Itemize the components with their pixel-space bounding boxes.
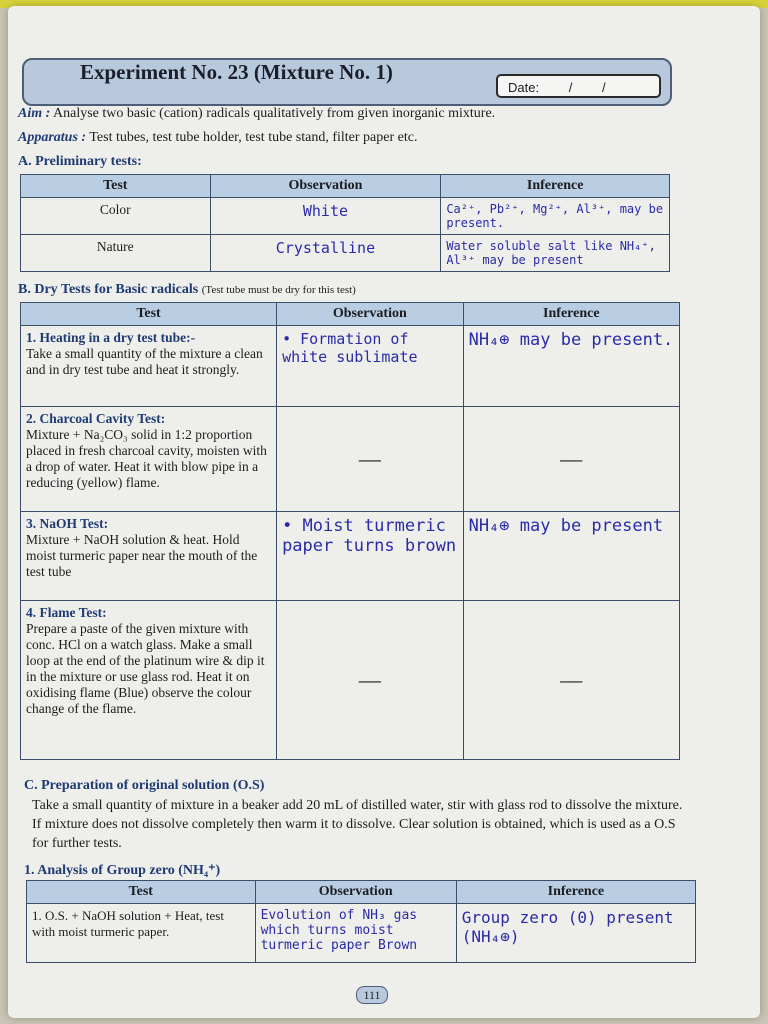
observation-cell: • Formation of white sublimate [277,326,464,407]
page-number: 111 [356,986,388,1004]
observation-cell: • Moist turmeric paper turns brown [277,512,464,601]
test-description: Mixture + NaOH solution & heat. Hold moist turmeric paper near the mouth of the test tube [26,532,258,579]
col-header-inference: Inference [456,881,695,904]
date-separator: / [568,80,573,95]
test-description: Take a small quantity of the mixture a clean and in dry test tube and heat it strongly. [26,346,263,377]
table-row [21,601,680,760]
observation-cell: — [277,407,464,512]
observation-cell: White [210,198,441,235]
table-row [21,235,670,272]
table-row [27,904,696,963]
date-label: Date: [508,80,540,95]
inference-cell: — [463,601,679,760]
date-separator: / [601,80,606,95]
test-cell [21,326,277,407]
table-row [21,326,680,407]
group-zero-table [26,880,696,963]
test-name: 2. Charcoal Cavity Test: [26,411,166,426]
document-page [8,6,760,1018]
col-header-inference: Inference [463,303,679,326]
test-cell [21,512,277,601]
test-description: Mixture + Na₂CO₃ solid in 1:2 proportion placed in fresh charcoal cavity, moisten with a drop of water. Heat it with blow pipe in a reducing (yellow) flame. [26,427,267,490]
col-header-test: Test [21,303,277,326]
inference-cell: — [463,407,679,512]
dry-tests-table [20,302,680,760]
table-row [21,198,670,235]
section-c-text: Take a small quantity of mixture in a beaker add 20 mL of distilled water, stir with glass rod to dissolve the mixture. If mixture does not dissolve completely then warm it to dissolve. Clear solution is obtained, which is used as a O.S for further tests. [32,798,683,851]
apparatus-text: Test tubes, test tube holder, test tube stand, filter paper etc. [89,130,418,145]
test-name: 4. Flame Test: [26,605,107,620]
preliminary-tests-table [20,174,670,272]
aim-label: Aim : [18,106,51,121]
section-b-title [18,282,356,298]
section-b-heading: B. Dry Tests for Basic radicals [18,282,199,297]
test-cell: 1. O.S. + NaOH solution + Heat, test with moist turmeric paper. [27,904,256,963]
test-description: Prepare a paste of the given mixture with conc. HCl on a watch glass. Make a small loop at the end of the platinum wire & dip it in the mixture or use glass rod. Heat it on oxidising flame (Blue) observe the colour change of the flame. [26,621,265,716]
apparatus-label: Apparatus : [18,130,87,145]
col-header-test: Test [21,175,211,198]
inference-cell: NH₄⊕ may be present [463,512,679,601]
section-c-title: C. Preparation of original solution (O.S) [24,778,265,793]
inference-cell: NH₄⊕ may be present. [463,326,679,407]
col-header-test: Test [27,881,256,904]
inference-cell: Water soluble salt like NH₄⁺, Al³⁺ may be present [441,235,670,272]
group-zero-title: 1. Analysis of Group zero (NH₄⁺) [24,863,221,878]
observation-cell: Crystalline [210,235,441,272]
inference-cell: Group zero (0) present (NH₄⊕) [456,904,695,963]
test-cell [21,407,277,512]
col-header-observation: Observation [255,881,456,904]
table-row [21,512,680,601]
col-header-inference: Inference [441,175,670,198]
aim-text: Analyse two basic (cation) radicals qualitatively from given inorganic mixture. [53,106,496,121]
test-cell [21,601,277,760]
observation-cell: — [277,601,464,760]
experiment-title: Experiment No. 23 (Mixture No. 1) [80,60,393,84]
table-row [21,407,680,512]
test-name: 1. Heating in a dry test tube:- [26,330,196,345]
test-name: 3. NaOH Test: [26,516,109,531]
test-cell: Nature [21,235,211,272]
inference-cell: Ca²⁺, Pb²⁺, Mg²⁺, Al³⁺, may be present. [441,198,670,235]
aim-line [18,106,718,122]
col-header-observation: Observation [210,175,441,198]
apparatus-line [18,130,718,146]
date-box [496,74,661,98]
col-header-observation: Observation [277,303,464,326]
test-cell: Color [21,198,211,235]
observation-cell: Evolution of NH₃ gas which turns moist turmeric paper Brown [255,904,456,963]
section-b-note: (Test tube must be dry for this test) [201,284,356,296]
section-a-title: A. Preliminary tests: [18,154,142,169]
